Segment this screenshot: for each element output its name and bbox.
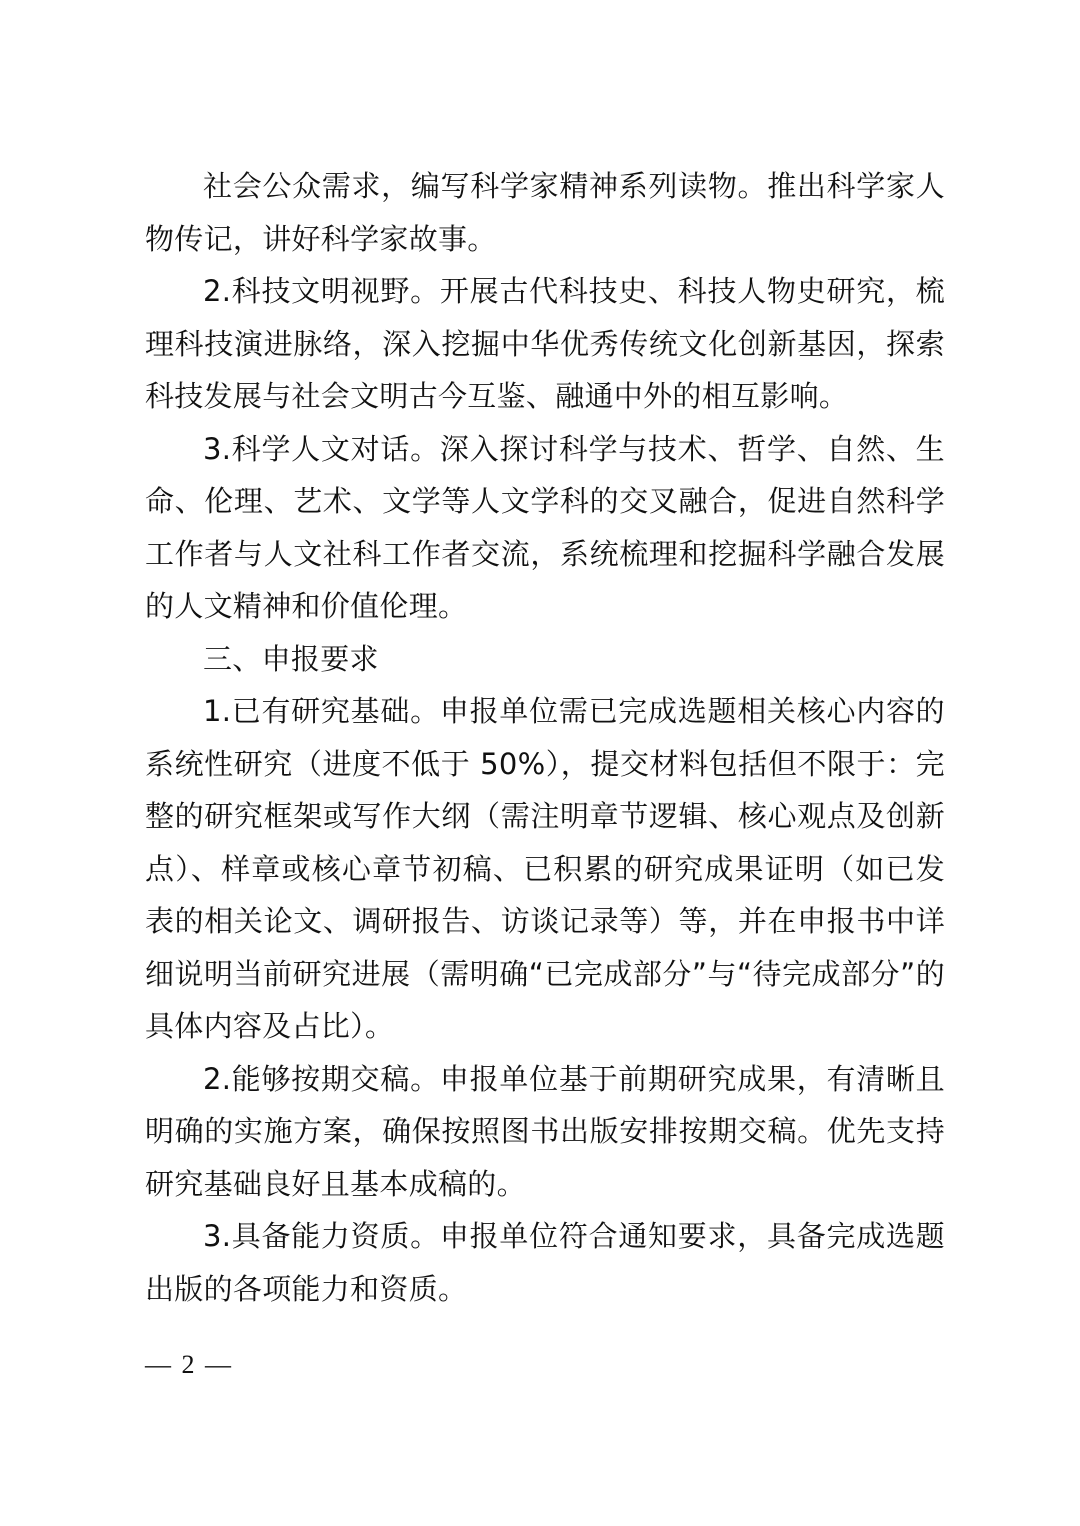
document-body xyxy=(145,160,945,1315)
paragraph-research-foundation: 1.已有研究基础。申报单位需已完成选题相关核心内容的系统性研究（进度不低于 50%），提交材料包括但不限于：完整的研究框架或写作大纲（需注明章节逻辑、核心观点及创新点）、样章或核心章节初稿、已积累的研究成果证明（如已发表的相关论文、调研报告、访谈记录等）等，并在申报书中详细说明当前研究进展（需明确“已完成部分”与“待完成部分”的具体内容及占比）。 xyxy=(145,694,945,1043)
paragraph-tech-civilization: 2.科技文明视野。开展古代科技史、科技人物史研究，梳理科技演进脉络，深入挖掘中华优秀传统文化创新基因，探索科技发展与社会文明古今互鉴、融通中外的相互影响。 xyxy=(145,274,945,413)
paragraph-science-humanities: 3.科学人文对话。深入探讨科学与技术、哲学、自然、生命、伦理、艺术、文学等人文学科的交叉融合，促进自然科学工作者与人文社科工作者交流，系统梳理和挖掘科学融合发展的人文精神和价值伦理。 xyxy=(145,431,945,623)
paragraph-qualifications: 3.具备能力资质。申报单位符合通知要求，具备完成选题出版的各项能力和资质。 xyxy=(145,1219,945,1306)
paragraph-on-time-delivery: 2.能够按期交稿。申报单位基于前期研究成果，有清晰且明确的实施方案，确保按照图书出版安排按期交稿。优先支持研究基础良好且基本成稿的。 xyxy=(145,1061,945,1201)
page-number: — 2 — xyxy=(145,1350,233,1379)
paragraph-continuation: 社会公众需求，编写科学家精神系列读物。推出科学家人物传记，讲好科学家故事。 xyxy=(145,169,945,256)
section-heading-requirements: 三、申报要求 xyxy=(203,641,379,676)
